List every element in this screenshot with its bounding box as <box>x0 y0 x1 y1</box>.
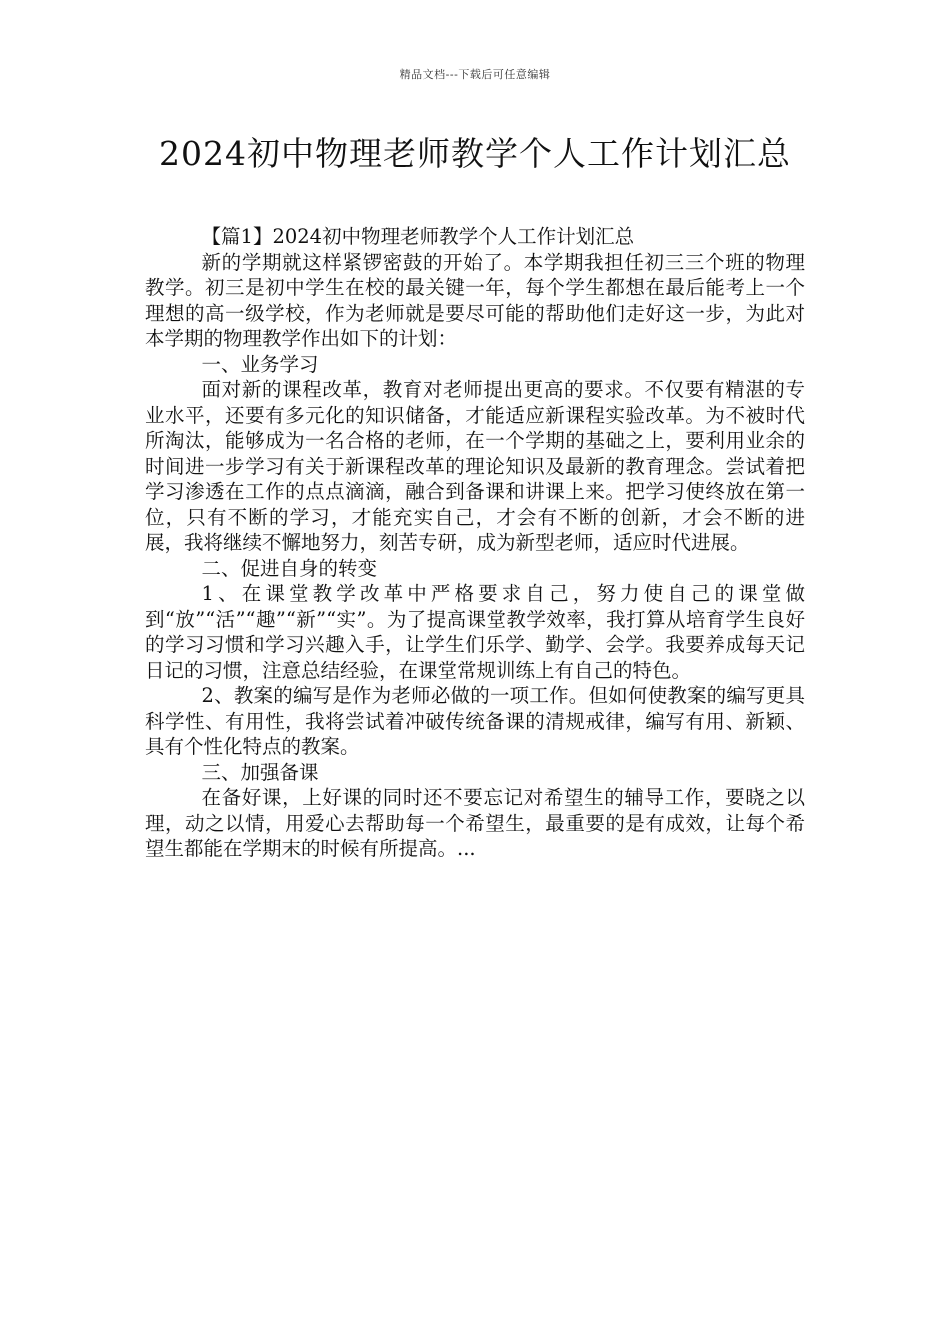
paragraph-lesson-plans: 2、教案的编写是作为老师必做的一项工作。但如何使教案的编写更具科学性、有用性，我将尝试着冲破传统备课的清规戒律，编写有用、新颖、具有个性化特点的教案。 <box>145 684 805 758</box>
paragraph-intro: 新的学期就这样紧锣密鼓的开始了。本学期我担任初三三个班的物理教学。初三是初中学生在校的最关键一年，每个学生都想在最后能考上一个理想的高一级学校，作为老师就是要尽可能的帮助他们走好这一步，为此对本学期的物理教学作出如下的计划： <box>145 250 805 350</box>
header-note: 精品文档---下载后可任意编辑 <box>399 68 551 81</box>
section-heading-business-study: 一、业务学习 <box>201 352 319 376</box>
paragraph-business-study: 面对新的课程改革，教育对老师提出更高的要求。不仅要有精湛的专业水平，还要有多元化的知识储备，才能适应新课程实验改革。为不被时代所淘汰，能够成为一名合格的老师，在一个学期的基础之上，要利用业余的时间进一步学习有关于新课程改革的理论知识及最新的教育理念。尝试着把学习渗透在工作的点点滴滴，融合到备课和讲课上来。把学习使终放在第一位，只有不断的学习，才能充实自己，才会有不断的创新，才会不断的进展，我将继续不懈地努力，刻苦专研，成为新型老师，适应时代进展。 <box>145 378 805 554</box>
document-body <box>145 224 805 862</box>
section-heading-lesson-prep: 三、加强备课 <box>201 760 319 784</box>
section-heading-part1: 【篇1】2024初中物理老师教学个人工作计划汇总 <box>201 225 635 248</box>
paragraph-classroom-reform: 1、在课堂教学改革中严格要求自己，努力使自己的课堂做到“放”“活”“趣”“新”“实”。为了提高课堂教学效率，我打算从培育学生良好的学习习惯和学习兴趣入手，让学生们乐学、勤学、会学。我要养成每天记日记的习惯，注意总结经验，在课堂常规训练上有自己的特色。 <box>145 582 805 682</box>
document-title: 2024初中物理老师教学个人工作计划汇总 <box>159 134 791 173</box>
paragraph-lesson-prep: 在备好课，上好课的同时还不要忘记对希望生的辅导工作，要晓之以理，动之以情，用爱心去帮助每一个希望生，最重要的是有成效，让每个希望生都能在学期末的时候有所提高。... <box>145 786 805 860</box>
section-heading-self-transformation: 二、促进自身的转变 <box>201 556 378 580</box>
